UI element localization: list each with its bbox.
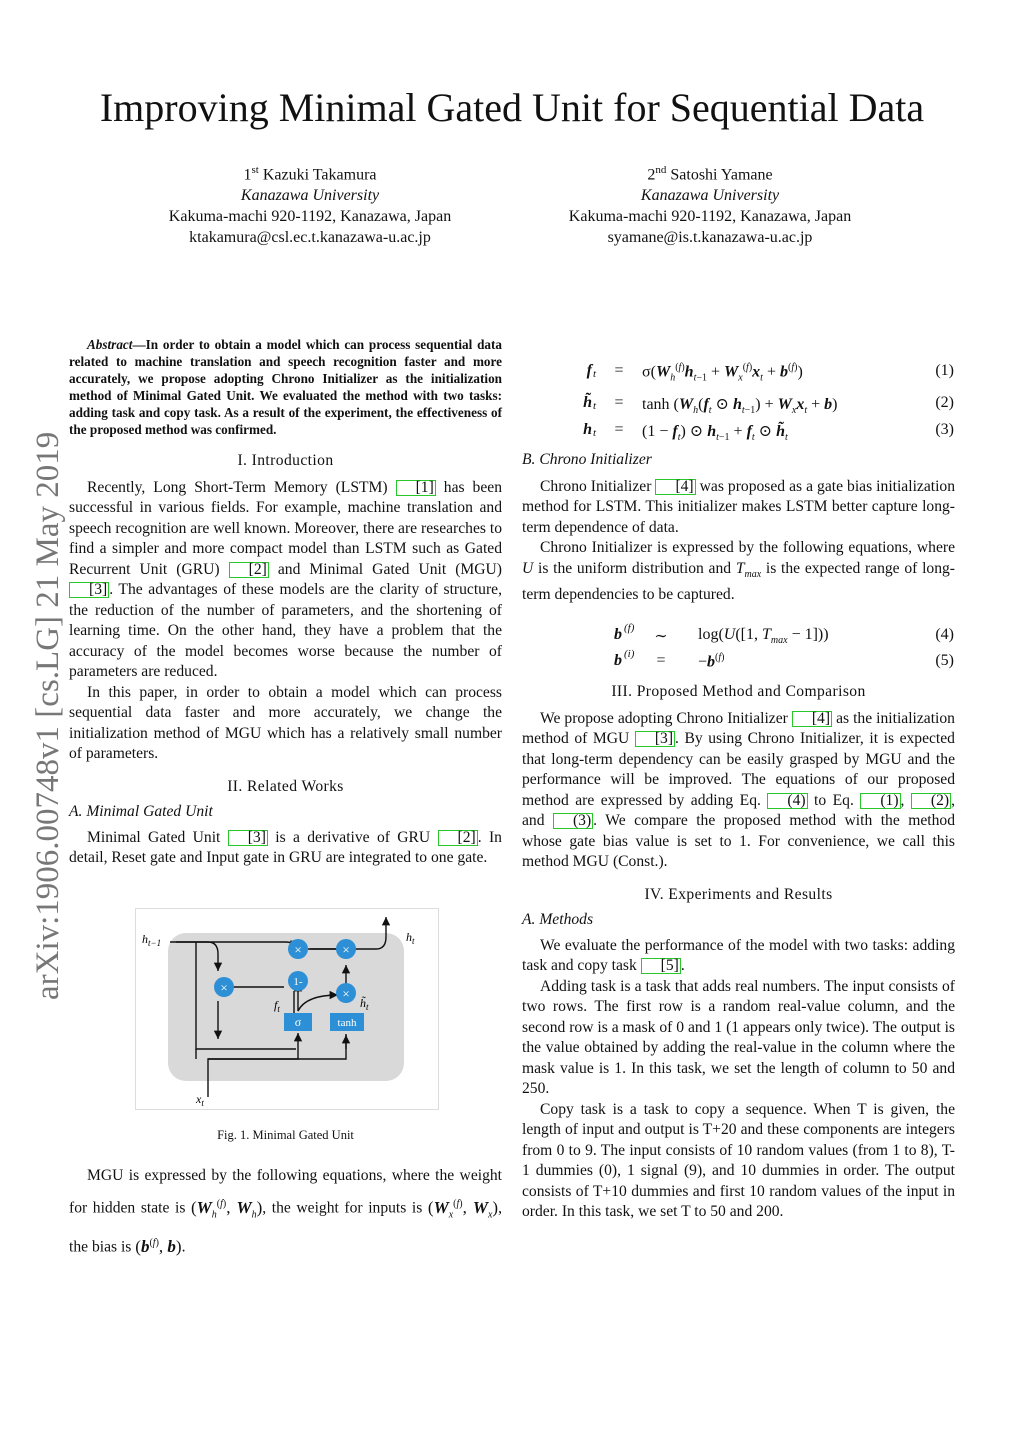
h-prev-label: $h_{t-1}$ [142,932,162,948]
section-heading-related: II. Related Works [227,777,344,795]
intro-paragraph-1: Recently, Long Short-Term Memory (LSTM) [1] has been successful in various fields. For example, machine translation and speech recognition are well known. Moreover, there are researches to find a simpler and more compact model than LSTM such as Gated Recurrent Unit (GRU) [2] and Minimal Gated Unit (MGU) [3] . The advantages of these models are the clarity of structure, the reduction of the number of parameters, and the shortening of learning time. On the other hand, they have a problem that the accuracy of the model becomes worse because the number of parameters are reduced. [69,478,502,680]
citation-link[interactable]: [3] [635,731,675,747]
tanh-label: tanh [337,1017,357,1029]
author-affiliation: Kanazawa University [240,187,380,205]
multiply-label: × [294,942,302,957]
chrono-paragraph-2: Chrono Initializer is expressed by the following equations, where U is the uniform distribution and $T_{max}$ is the expected range of long-term dependencies to be captured. [522,539,955,604]
experiments-paragraph-2: Adding task is a task that adds real numbers. The input consists of two rows. The first row is a random real-value column, and the second row is a mask of 0 and 1 (1 appears only twice). The output is the value obtained by adding the real-value in the column where the mask value is 1. In this task, we set the length of column to 50 and 250. [522,977,955,1097]
citation-link[interactable]: [4] [792,711,832,727]
citation-link[interactable]: [3] [228,830,268,846]
citation-link[interactable]: [5] [641,958,681,974]
right-column-top [522,450,955,606]
author-name: Satoshi Yamane [670,166,773,184]
multiply-label: × [220,980,228,995]
equation-ref-link[interactable]: (2) [911,793,951,809]
figure-caption: Fig. 1. Minimal Gated Unit [217,1128,354,1142]
author-affiliation: Kanazawa University [640,187,780,205]
arxiv-identifier: arXiv:1906.00748v1 [cs.LG] 21 May 2019 [30,431,66,1000]
intro-paragraph-2: In this paper, in order to obtain a model which can process sequential data faster and more accurately, we change the initialization method of MGU which has a relatively small number of parameters. [69,683,502,762]
related-paragraph-1: Minimal Gated Unit [3] is a derivative of GRU [2] . In detail, Reset gate and Input gate in GRU are integrated to one gate. [69,828,502,866]
citation-link[interactable]: [3] [69,582,109,598]
chrono-paragraph-1: Chrono Initializer [4] was proposed as a gate bias initialization method for LSTM. This initializer makes LSTM better capture long-term dependence of data. [522,477,955,536]
abstract: Abstract—In order to obtain a model which can process sequential data related to machine translation and speech recognition faster and more accurately, we propose adopting Chrono Initializer as the initialization method of Minimal Gated Unit. We evaluated the method with two tasks: adding task and copy task. As a result of the experiment, the effectiveness of the proposed method was confirmed. [69,337,502,437]
subsection-heading: A. Methods [522,911,594,928]
one-minus-label: 1- [293,976,303,988]
equation-ref-link[interactable]: (4) [767,793,807,809]
related-paragraph-2: MGU is expressed by the following equations, where the weight for hidden state is ($W_h^{(f)}$, $W_h$), the weight for inputs is ($W_x^{(f)}$, $W_x$), the bias is ($b^{(f)}$, b). [69,1167,502,1256]
citation-link[interactable]: [1] [396,480,436,496]
left-column-bottom [69,1162,502,1262]
citation-link[interactable]: [2] [438,830,478,846]
author-address: Kakuma-machi 920-1192, Kanazawa, Japan [168,208,452,226]
experiments-paragraph-3: Copy task is a task to copy a sequence. When T is given, the length of input and output is T+20 and these components are integers from 0 to 9. The input consists of 10 random values (from 1 to 8), T-1 dummies (0), 1 signal (9), and 10 dummies in order. The output consists of T+10 dummies and first 10 random values of the input in order. In this task, we set T to 50 and 200. [522,1100,955,1220]
author-name: Kazuki Takamura [262,166,377,184]
f-label: $f_t$ [274,998,280,1014]
multiply-label: × [342,942,350,957]
author-email: ktakamura@csl.ec.t.kanazawa-u.ac.jp [189,229,431,247]
paper-title: Improving Minimal Gated Unit for Sequential Data [99,85,925,130]
equation-3: h t = $(1 - f_t)$ ⊙ $h_{t-1} + f_t$ ⊙ $h̃_t$ (3) [583,421,954,444]
section-heading-intro: I. Introduction [237,452,334,469]
proposed-paragraph: We propose adopting Chrono Initializer [4] as the initialization method of MGU [3] . By using Chrono Initializer, it is expected that long-term dependency can be easily grasped by MGU and the performance will be improved. The equations of our proposed method are expressed by adding Eq. (4) to Eq. (1) , (2) , and (3) . We compare the proposed method with the method whose gate bias value is set to 1. For convenience, we call this method MGU (Const.). [522,709,955,870]
section-heading-proposed: III. Proposed Method and Comparison [611,683,866,700]
left-column [69,336,502,869]
section-heading-experiments: IV. Experiments and Results [644,885,833,903]
author-block-2: 2nd Satoshi Yamane Kanazawa University Kakuma-machi 920-1192, Kanazawa, Japan syamane@is.t.kanazawa-u.ac.jp [500,160,920,248]
subsection-heading: B. Chrono Initializer [522,451,652,468]
author-address: Kakuma-machi 920-1192, Kanazawa, Japan [568,208,852,226]
h-tilde-label: $h̃_t$ [360,996,369,1012]
right-column-bottom [522,682,955,1223]
equation-ref-link[interactable]: (1) [860,793,900,809]
mgu-diagram [136,909,438,1109]
author-block-1: 1st Kazuki Takamura Kanazawa University Kakuma-machi 920-1192, Kanazawa, Japan ktakamura@csl.ec.t.kanazawa-u.ac.jp [100,160,520,248]
multiply-label: × [342,986,350,1001]
subsection-heading: A. Minimal Gated Unit [69,803,213,820]
sigmoid-label: σ [294,1015,302,1029]
figure-mgu-diagram [135,908,439,1110]
equation-ref-link[interactable]: (3) [553,813,593,829]
author-email: syamane@is.t.kanazawa-u.ac.jp [607,229,813,247]
x-label: $x_t$ [196,1092,204,1108]
citation-link[interactable]: [2] [229,562,269,578]
equation-1: f t = $\sigma(W_h^{(f)}h_{t-1} + W_x^{(f)}x_t + b^{(f)})$ (1) [586,362,954,384]
equation-4: b (f) ∼ log(U([1, $T_{max} - 1$])) (4) [614,622,954,647]
h-out-label: $h_t$ [406,930,415,946]
equation-5: b (i) = $-b^{(f)}$ (5) [614,648,954,671]
experiments-paragraph-1: We evaluate the performance of the model with two tasks: adding task and copy task [5] . [522,936,955,974]
equation-2: h̃ t = $\tanh (W_h(f_t$ ⊙ $h_{t-1}) + W_xx_t + b$) (2) [583,394,954,417]
citation-link[interactable]: [4] [655,479,695,495]
